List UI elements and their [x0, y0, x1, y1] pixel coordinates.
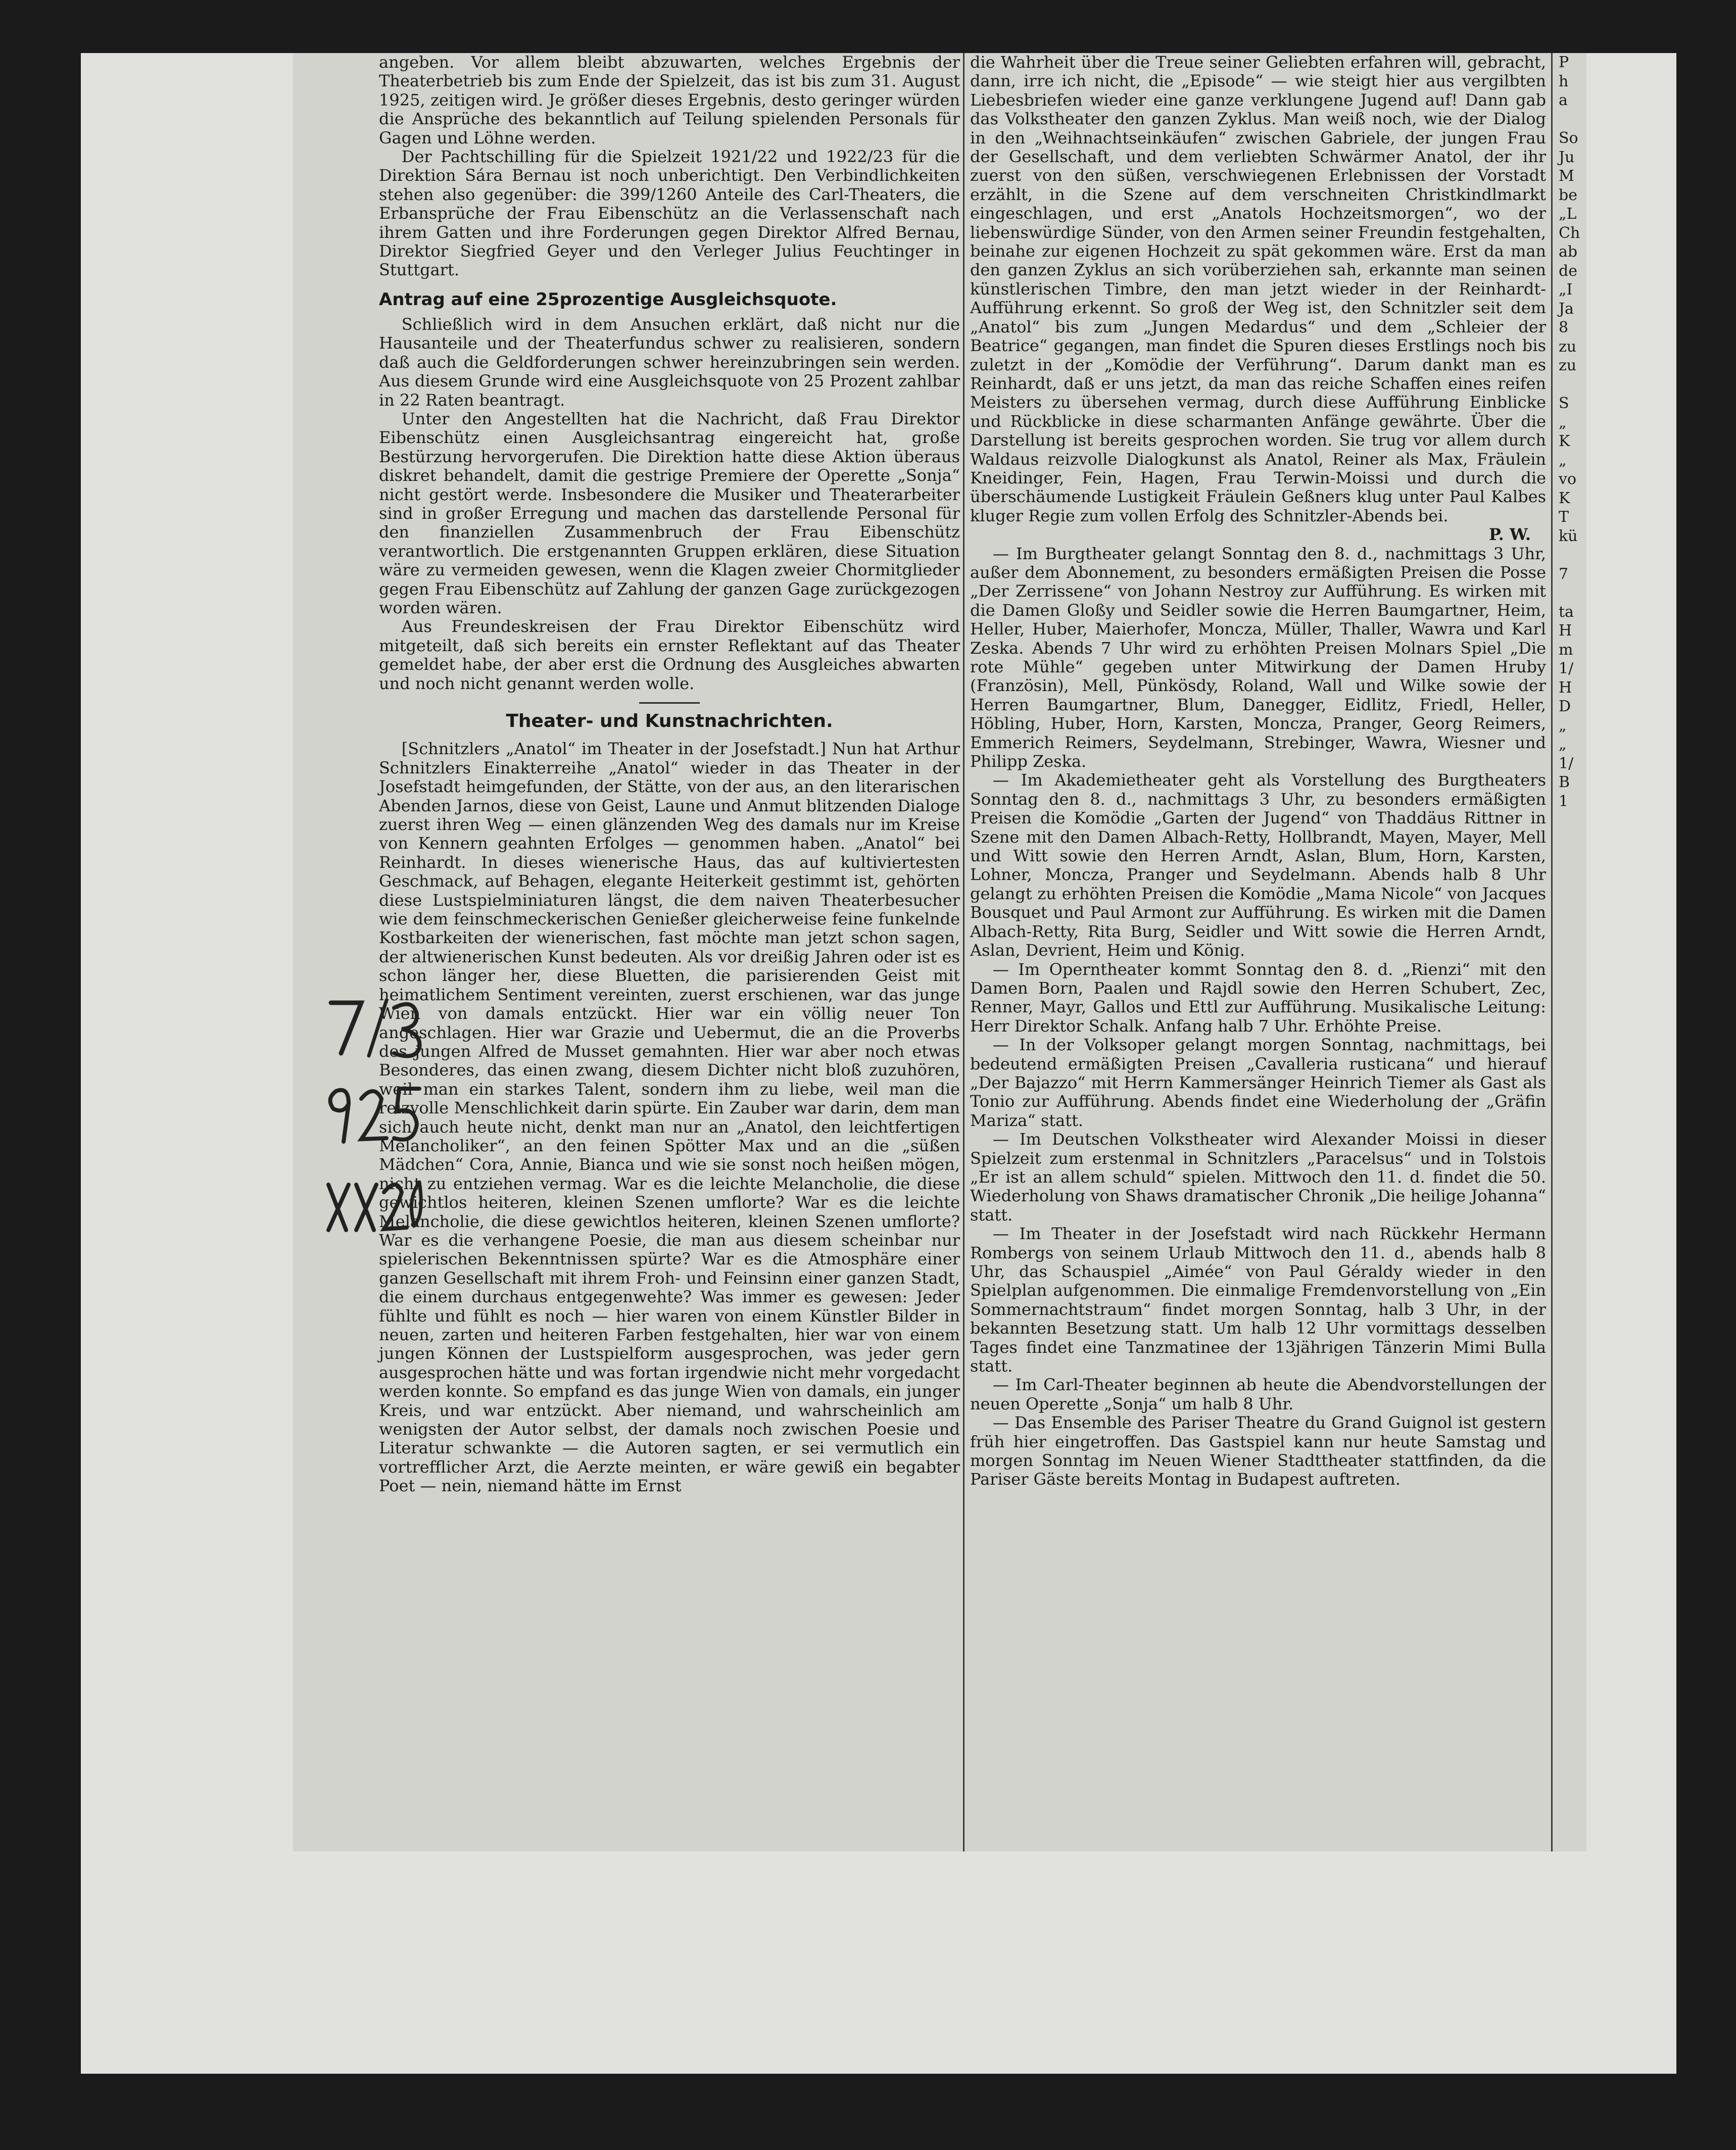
fragment: 1 — [1559, 792, 1569, 810]
fragment: P — [1559, 54, 1569, 71]
newspaper-clipping — [293, 53, 1586, 1851]
fragment: „I — [1559, 281, 1573, 299]
fragment: be — [1559, 186, 1577, 204]
fragment: T — [1559, 508, 1569, 526]
fragment — [1559, 110, 1586, 129]
news-item: — Im Akademietheater geht als Vorstellung des Burgtheaters Sonntag den 8. d., nachmittags 3 Uhr, zu besonders ermäßigten Preisen die Komödie „Garten der Jugend“ von Thaddäus Rittner in Szene mit den Damen Albach-Retty, Hollbrandt, Mayen, Mayer, Mell und Witt sowie den Herren Arndt, Aslan, Blum, Horn, Karsten, Lohner, Moncza, Pranger und Seydelmann. Abends halb 8 Uhr gelangt zu erhöhten Preisen die Komödie „Mama Nicole“ von Jacques Bousquet und Paul Armont zur Aufführung. Es wirken mit die Damen Albach-Retty, Rita Burg, Seidler und Witt sowie die Herren Arndt, Aslan, Devrient, Heim und König. — [970, 770, 1546, 960]
fragment — [1559, 546, 1586, 565]
article-paragraph: [Schnitzlers „Anatol“ im Theater in der Josefstadt.] Nun hat Arthur Schnitzlers Einakterreihe „Anatol“ wieder in das Theater in der Josefstadt heimgefunden, der Stätte, von der aus, an den literarischen Abenden Jarnos, diese von Geist, Laune und Anmut blitzenden Dialoge zuerst ihren Weg — einen glänzenden Weg des damals nur im Kreise von Kennern geahnten Erfolges — genommen haben. „Anatol“ bei Reinhardt. In dieses wienerische Haus, das auf kultiviertesten Geschmack, auf Behagen, elegante Heiterkeit gestimmt ist, gehörten diese Lustspielminiaturen längst, die dem naiven Theaterbesucher wie dem feinschmeckerischen Genießer gleicherweise feine funkelnde Kostbarkeiten der wienerischen, fast möchte man jetzt schon sagen, der altwienerischen Kunst bedeuten. Als vor dreißig Jahren oder ist es schon länger her, diese Bluetten, die parisierenden Geist mit heimatlichem Sentiment vereinten, zuerst erschienen, war das junge Wien von damals entzückt. Hier war ein völlig neuer Ton angeschlagen. Hier war Grazie und Uebermut, die an die Proverbs des jungen Alfred de Musset gemahnten. Hier war aber noch etwas Besonderes, das einen zwang, diesem Dichter nicht bloß zuzuhören, weil man ein starkes Talent, sondern ihm zu liebe, weil man die reizvolle Menschlichkeit darin spürte. Ein Zauber war darin, dem man sich auch heute nicht, denkt man nur an „Anatol, den leichtfertigen Melancholiker“, an den feinen Spötter Max und an die „süßen Mädchen“ Cora, Annie, Bianca und wie sie sonst noch heißen mögen, nicht zu entziehen vermag. War es die leichte Melancholie, die diese gewichtlos heiteren, kleinen Szenen umflorte? War es die leichte Melancholie, die diese gewichtlos heiteren, kleinen Szenen umflorte? War es die verhangene Poesie, die man aus diesem scheinbar nur spielerischen Bekenntnissen spürte? War es die Atmosphäre einer ganzen Gesellschaft mit ihrem Froh- und Feinsinn einer ganzen Stadt, die einem durchaus entgegenwehte? Was immer es gewesen: Jeder fühlte und fühlt es noch — hier waren von einem Künstler Bilder in neuen, zarten und heiteren Farben festgehalten, hier war von einem jungen Können der Lustspielform ausgesprochen, was jeder gern ausgesprochen hätte und was fortan irgendwie nicht mehr vorgedacht werden konnte. So empfand es das junge Wien von damals, ein junger Kreis, und war entzückt. Aber niemand, und wahrscheinlich am wenigsten der Autor selbst, der damals noch zwischen Poesie und Literatur schwankte — die Autoren sagten, er sei vermutlich ein vortrefflicher Arzt, die Aerzte meinten, er wäre gewiß ein begabter Poet — nein, niemand hätte im Ernst — [379, 739, 960, 1496]
handwritten-date-day — [321, 993, 432, 1063]
article-paragraph: angeben. Vor allem bleibt abzuwarten, welches Ergebnis der Theaterbetrieb bis zum Ende der Spielzeit, das ist bis zum 31. August 1925, zeitigen wird. Je größer dieses Ergebnis, desto geringer würden die Ansprüche des bekanntlich auf Teilung spielenden Personals für Gagen und Löhne werden. — [379, 53, 960, 148]
news-item: — Das Ensemble des Pariser Theatre du Grand Guignol ist gestern früh hier eingetroffen. Das Gastspiel kann nur heute Samstag und morgen Sonntag im Neuen Wiener Stadttheater stattfinden, da die Pariser Gäste bereits Montag in Budapest auftreten. — [970, 1413, 1546, 1489]
fragment: H — [1559, 622, 1572, 640]
fragment: „ — [1559, 716, 1567, 735]
fragment: a — [1559, 91, 1568, 109]
fragment: Ja — [1559, 300, 1574, 318]
article-subheading: Antrag auf eine 25prozentige Ausgleichsquote. — [379, 289, 837, 310]
fragment: „ — [1559, 736, 1567, 753]
fragment: zu — [1559, 337, 1577, 356]
fragment: So — [1559, 129, 1578, 147]
fragment: 8 — [1559, 319, 1569, 336]
article-column-right — [970, 53, 1546, 1856]
section-divider — [639, 702, 700, 704]
news-item: — Im Theater in der Josefstadt wird nach Rückkehr Hermann Rombergs von seinem Urlaub Mittwoch den 11. d., abends halb 8 Uhr, das Schauspiel „Aimée“ von Paul Géraldy wieder in den Spielplan aufgenommen. Die einmalige Fremdenvorstellung von „Ein Sommernachtstraum“ findet morgen Sonntag, halb 3 Uhr, in der bekannten Besetzung statt. Um halb 12 Uhr vormittags desselben Tages findet eine Tanzmatinee der 13jährigen Tänzerin Mimi Bulla statt. — [970, 1224, 1546, 1376]
cut-off-column — [1559, 53, 1586, 810]
article-column-left — [379, 53, 960, 1856]
article-paragraph: Aus Freundeskreisen der Frau Direktor Eibenschütz wird mitgeteilt, daß sich bereits ein ernster Reflektant auf das Theater gemeldet habe, der aber erst die Ordnung des Ausgleiches abwarten und noch nicht genannt werden wolle. — [379, 617, 960, 693]
article-paragraph: Unter den Angestellten hat die Nachricht, daß Frau Direktor Eibenschütz einen Ausgleichsantrag eingereicht hat, große Bestürzung hervorgerufen. Die Direktion hatte diese Aktion überaus diskret behandelt, damit die gestrige Premiere der Operette „Sonja“ nicht gestört werde. Insbesondere die Musiker und Theaterarbeiter sind in großer Erregung und machen das darstellende Personal für den finanziellen Zusammenbruch der Frau Eibenschütz verantwortlich. Die erstgenannten Gruppen erklären, diese Situation wäre zu vermeiden gewesen, wenn die Klagen zweier Chormitglieder gegen Frau Eibenschütz auf Zahlung der ganzen Gage zurückgezogen worden wären. — [379, 409, 960, 617]
fragment: „L — [1559, 205, 1577, 223]
fragment: K — [1559, 489, 1570, 507]
fragment: K — [1559, 432, 1570, 450]
fragment: zu — [1559, 357, 1577, 374]
author-signature: P. W. — [1488, 525, 1531, 545]
fragment: Ch — [1559, 224, 1580, 242]
fragment: m — [1559, 641, 1573, 659]
article-paragraph: Schließlich wird in dem Ansuchen erklärt, daß nicht nur die Hausanteile und der Theaterfundus schwer zu realisieren, sondern daß auch die Geldforderungen schwer hereinzubringen sein werden. Aus diesem Grunde wird eine Ausgleichsquote von 25 Prozent zahlbar in 22 Raten beantragt. — [379, 314, 960, 410]
fragment: S — [1559, 395, 1569, 412]
fragment: kü — [1559, 527, 1578, 545]
news-item: — Im Deutschen Volkstheater wird Alexander Moissi in dieser Spielzeit zum erstenmal in Schnitzlers „Paracelsus“ und in Tolstois „Er ist an allem schuld“ spielen. Mittwoch den 11. d. findet die 50. Wiederholung von Shaws dramatischer Chronik „Die heilige Johanna“ statt. — [970, 1130, 1546, 1225]
fragment: 1/ — [1559, 660, 1574, 677]
handwritten-date-year — [321, 1079, 432, 1149]
fragment — [1559, 375, 1586, 395]
news-item: — Im Carl-Theater beginnen ab heute die Abendvorstellungen der neuen Operette „Sonja“ um halb 8 Uhr. — [970, 1375, 1546, 1413]
fragment — [1559, 583, 1586, 603]
fragment: h — [1559, 72, 1569, 90]
article-paragraph: die Wahrheit über die Treue seiner Geliebten erfahren will, gebracht, dann, irre ich nicht, die „Episode“ — wie steigt hier aus vergilbten Liebesbriefen wieder eine ganze verklungene Jugend auf! Dann gab das Volkstheater den ganzen Zyklus. Man weiß noch, wie der Dialog in den „Weihnachtseinkäufen“ zwischen Gabriele, der jungen Frau der Gesellschaft, und dem verliebten Schwärmer Anatol, der ihr zuerst von den süßen, verschwiegenen Erlebnissen der Vorstadt erzählt, in die Szene auf dem verschneiten Christkindlmarkt eingeschlagen, und erst „Anatols Hochzeitsmorgen“, wo der liebenswürdige Sünder, von den Armen seiner Freundin festgehalten, beinahe zur eigenen Hochzeit zu spät gekommen wäre. Erst da man den ganzen Zyklus an sich vorüberziehen sah, erkannte man seinen künstlerischen Timbre, den man jetzt wieder in der Reinhardt-Aufführung erkennt. So groß der Weg ist, den Schnitzler seit dem „Anatol“ bis zum „Jungen Medardus“ und dem „Schleier der Beatrice“ gegangen, man findet die Spuren dieses Erstlings noch bis zuletzt in der „Komödie der Verführung“. Darum dankt man es Reinhardt, daß er uns jetzt, da man das reiche Schaffen eines reifen Meisters zu übersehen vermag, durch diese Aufführung Einblicke und Rückblicke in diese scharmanten Anfänge gewährte. Über die Darstellung ist bereits gesprochen worden. Sie trug vor allem durch Waldaus reizvolle Dialogkunst als Anatol, Reiner als Max, Fräulein Kneidinger, Fein, Hagen, Frau Terwin-Moissi und durch die überschäumende Lustigkeit Fräulein Geßners klug unter Paul Kalbes kluger Regie zum vollen Erfolg des Schnitzler-Abends bei. — [970, 53, 1546, 525]
fragment: 1/ — [1559, 754, 1574, 772]
fragment: 7 — [1559, 565, 1569, 583]
column-rule — [1551, 53, 1553, 1851]
fragment: de — [1559, 262, 1577, 280]
fragment: „ — [1559, 451, 1567, 469]
news-item: — In der Volksoper gelangt morgen Sonntag, nachmittags, bei bedeutend ermäßigten Preisen „Cavalleria rusticana“ und hierauf „Der Bajazzo“ mit Herrn Kammersänger Heinrich Tiemer als Gast als Tonio zur Aufführung. Abends findet eine Wiederholung der „Gräfin Mariza“ statt. — [970, 1035, 1546, 1130]
news-item: — Im Burgtheater gelangt Sonntag den 8. d., nachmittags 3 Uhr, außer dem Abonnement, zu besonders ermäßigten Preisen die Posse „Der Zerrissene“ von Johann Nestroy zur Aufführung. Es wirken mit die Damen Gloßy und Seidler sowie die Herren Baumgartner, Heim, Heller, Huber, Maierhofer, Moncza, Müller, Thaller, Wawra und Karl Zeska. Abends 7 Uhr wird zu erhöhten Preisen Molnars Spiel „Die rote Mühle“ gegeben unter Mitwirkung der Damen Hruby (Französin), Mell, Pünkösdy, Roland, Wall und Wilke sowie der Herren Baumgartner, Blum, Danegger, Eidlitz, Friedl, Heller, Höbling, Huber, Horn, Karsten, Moncza, Pranger, Georg Reimers, Emmerich Reimers, Seydelmann, Strebinger, Wawra, Wiesner und Philipp Zeska. — [970, 544, 1546, 771]
fragment: Ju — [1559, 148, 1575, 166]
article-paragraph: Der Pachtschilling für die Spielzeit 1921/22 und 1922/23 für die Direktion Sára Bernau ist noch unberichtigt. Den Verbindlichkeiten stehen also gegenüber: die 399/1260 Anteile des Carl-Theaters, die Erbansprüche der Frau Eibenschütz an die Verlassenschaft nach ihrem Gatten und ihre Forderungen gegen Direktor Alfred Bernau, Direktor Siegfried Geyer und den Verleger Julius Feuchtinger in Stuttgart. — [379, 147, 960, 280]
section-heading: Theater- und Kunstnachrichten. — [506, 711, 833, 731]
column-rule — [963, 53, 965, 1851]
news-item: — Im Operntheater kommt Sonntag den 8. d. „Rienzi“ mit den Damen Born, Paalen und Rajdl sowie den Herren Schubert, Zec, Renner, Mayr, Gallos und Ettl zur Aufführung. Musikalische Leitung: Herr Direktor Schalk. Anfang halb 7 Uhr. Erhöhte Preise. — [970, 959, 1546, 1036]
fragment: M — [1559, 167, 1574, 185]
fragment: ab — [1559, 243, 1578, 261]
fragment: vo — [1559, 470, 1577, 488]
fragment: B — [1559, 773, 1570, 791]
fragment: „ — [1559, 413, 1567, 431]
archive-mount — [81, 53, 1676, 2074]
handwritten-number — [321, 1169, 432, 1240]
fragment: H — [1559, 678, 1572, 697]
fragment: ta — [1559, 603, 1574, 621]
fragment: D — [1559, 698, 1571, 715]
